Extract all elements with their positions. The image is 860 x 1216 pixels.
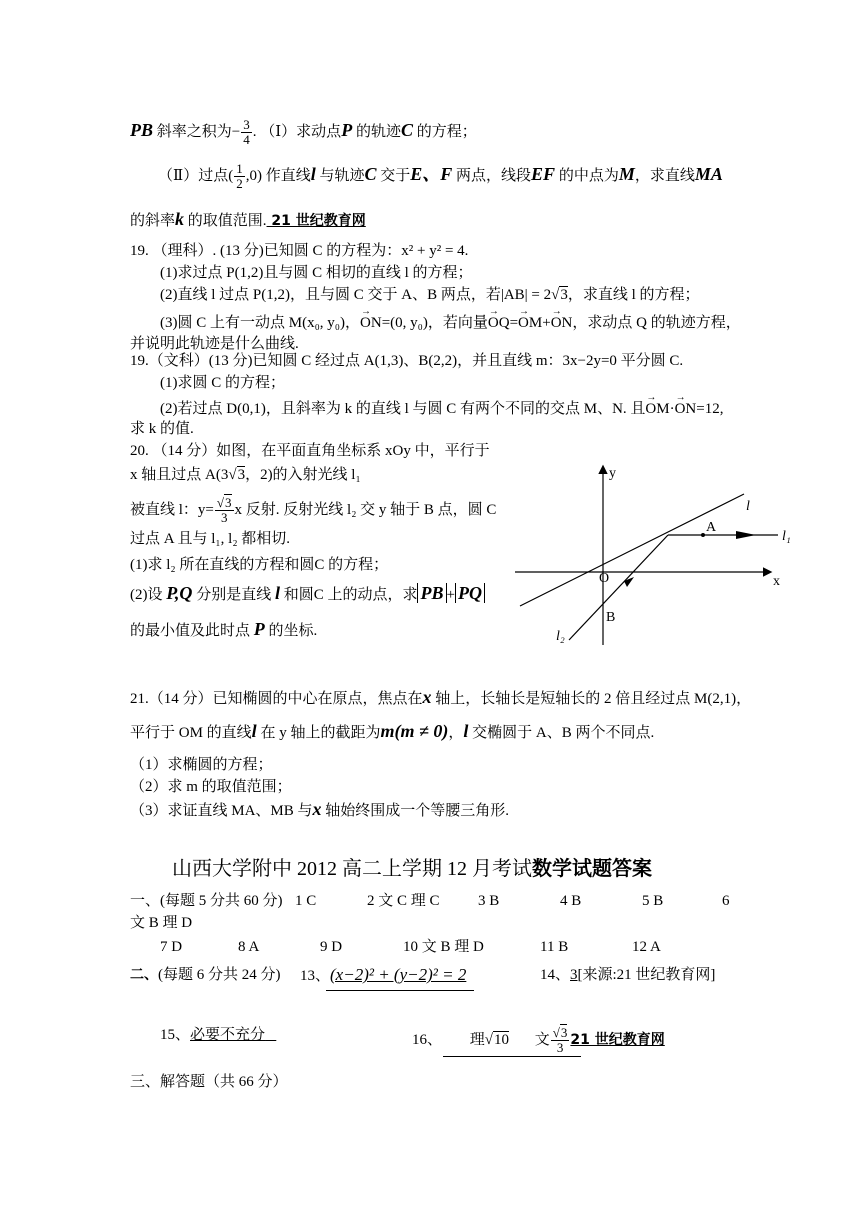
p21-line2: 平行于 OM 的直线l 在 y 轴上的截距为m(m ≠ 0)，l 交椭圆于 A、B 两个不同点.: [130, 721, 655, 741]
s1-label: 一、(每题 5 分共 60 分): [130, 893, 283, 909]
p18-line1: PB 斜率之积为− $\frac{3}{4}$ . （Ⅰ）求动点P 的轨迹C 的方程；: [130, 117, 477, 147]
label-l2: l₂: [556, 629, 565, 644]
p19w-q2: (2)若过点 D(0,1)，且斜率为 k 的直线 l 与圆 C 有两个不同的交点 M、N. 且→ OM·→ ON=12,: [160, 400, 723, 418]
p19s-head: 19. （理科）. (13 分)已知圆 C 的方程为：x² + y² = 4.: [130, 243, 469, 259]
p19s-q3-cont: 并说明此轨迹是什么曲线.: [130, 336, 299, 352]
s1-r2-a9: 9 D: [320, 939, 343, 955]
point-a: [701, 533, 705, 537]
label-a: A: [706, 520, 717, 535]
line-l: [520, 494, 744, 606]
q13-underline: [326, 990, 474, 991]
s1-r2-a8: 8 A: [238, 939, 260, 955]
q16-underline: [443, 1056, 581, 1057]
p21-q1: （1）求椭圆的方程；: [130, 757, 273, 773]
fraction-1-2: $\frac{1}{2}$: [236, 161, 243, 191]
s3-label: 三、解答题（共 66 分）: [130, 1074, 288, 1090]
p19s-q2: (2)直线 l 过点 P(1,2)，且与圆 C 交于 A、B 两点，若|AB| = 2√3，求直线 l 的方程；: [160, 287, 700, 303]
p21-q3: （3）求证直线 MA、MB 与x 轴始终围成一个等腰三角形.: [130, 799, 510, 819]
label-l: l: [746, 499, 750, 514]
p20-line4: 过点 A 且与 l₁, l₂ 都相切.: [130, 531, 291, 547]
p21-line1: 21.（14 分）已知椭圆的中心在原点，焦点在x 轴上，长轴长是短轴长的 2 倍且经过点 M(2,1)，: [130, 687, 752, 707]
p20-line1: 20. （14 分）如图，在平面直角坐标系 xOy 中，平行于: [130, 443, 490, 459]
p20-line7: 的最小值及此时点 P 的坐标.: [130, 619, 318, 639]
answers-title: 山西大学附中 2012 高二上学期 12 月考试数学试题答案: [172, 856, 652, 880]
p19w-head: 19.（文科）(13 分)已知圆 C 经过点 A(1,3)、B(2,2)，并且直线 m：3x−2y=0 平分圆 C.: [130, 353, 684, 369]
label-x: x: [773, 574, 780, 589]
s1-r1-a4: 4 B: [560, 893, 582, 909]
p19w-q1: (1)求圆 C 的方程；: [160, 375, 285, 391]
reflection-diagram: [500, 455, 800, 655]
p21-q2: （2）求 m 的取值范围；: [130, 779, 292, 795]
p20-line2: x 轴且过点 A(3√3，2)的入射光线 l₁: [130, 467, 361, 483]
fraction-sqrt3-3-answer: $\frac{√3}{3}$: [552, 1025, 568, 1055]
p20-line3: 被直线 l：y= $\frac{√3}{3}$ x 反射. 反射光线 l₂ 交 y 轴于 B 点，圆 C: [130, 495, 497, 525]
incident-arrow: [736, 531, 756, 539]
reflected-ray-l2: [569, 535, 668, 640]
s1-r2-a10: 10 文 B 理 D: [403, 939, 484, 955]
p19s-q1: (1)求过点 P(1,2)且与圆 C 相切的直线 l 的方程；: [160, 265, 473, 281]
p18-line3: 的斜率k 的取值范围. 21 世纪教育网: [130, 209, 366, 229]
label-b: B: [606, 610, 616, 625]
s1-r2-a12: 12 A: [632, 939, 661, 955]
p18-line2: （Ⅱ）过点( $\frac{1}{2}$ ,0) 作直线l 与轨迹C 交于E、F 两点，线段EF 的中点为M，求直线MA: [158, 161, 723, 191]
fraction-sqrt3-3: $\frac{√3}{3}$: [216, 495, 232, 525]
q16: 16、 理√10 文 $\frac{√3}{3}$ 21 世纪教育网: [412, 1025, 665, 1055]
p19s-q3: (3)圆 C 上有一动点 M(x₀, y₀)，→ ON=(0, y₀)，若向量→ OQ=→ OM+→ ON，求动点 Q 的轨迹方程，: [160, 314, 741, 332]
p20-line5: (1)求 l₂ 所在直线的方程和圆C 的方程；: [130, 557, 389, 573]
s1-r1-cont: 文 B 理 D: [130, 915, 193, 931]
reflected-arrow: [624, 577, 634, 587]
label-l1: l₁: [782, 529, 791, 544]
s1-r1-a5: 5 B: [642, 893, 664, 909]
s1-r1-a1: 1 C: [295, 893, 317, 909]
p19w-q2-cont: 求 k 的值.: [130, 421, 194, 437]
s1-r1-a3: 3 B: [478, 893, 500, 909]
s1-r2-a11: 11 B: [540, 939, 569, 955]
q14: 14、3[来源:21 世纪教育网]: [540, 967, 716, 983]
s1-r1-a2: 2 文 C 理 C: [367, 893, 440, 909]
label-y: y: [609, 466, 616, 481]
p20-line6: (2)设 P,Q 分别是直线 l 和圆C 上的动点，求 PB + PQ: [130, 584, 485, 604]
s1-r2-a7: 7 D: [160, 939, 183, 955]
s2-row1: 二、(每题 6 分共 24 分): [130, 967, 281, 983]
s1-r1-a6: 6: [722, 893, 730, 909]
q15: 15、必要不充分: [160, 1027, 266, 1043]
fraction-3-4: $\frac{3}{4}$: [243, 117, 250, 147]
q13: 13、(x−2)² + (y−2)² = 2: [300, 965, 467, 984]
label-o: O: [599, 571, 610, 586]
